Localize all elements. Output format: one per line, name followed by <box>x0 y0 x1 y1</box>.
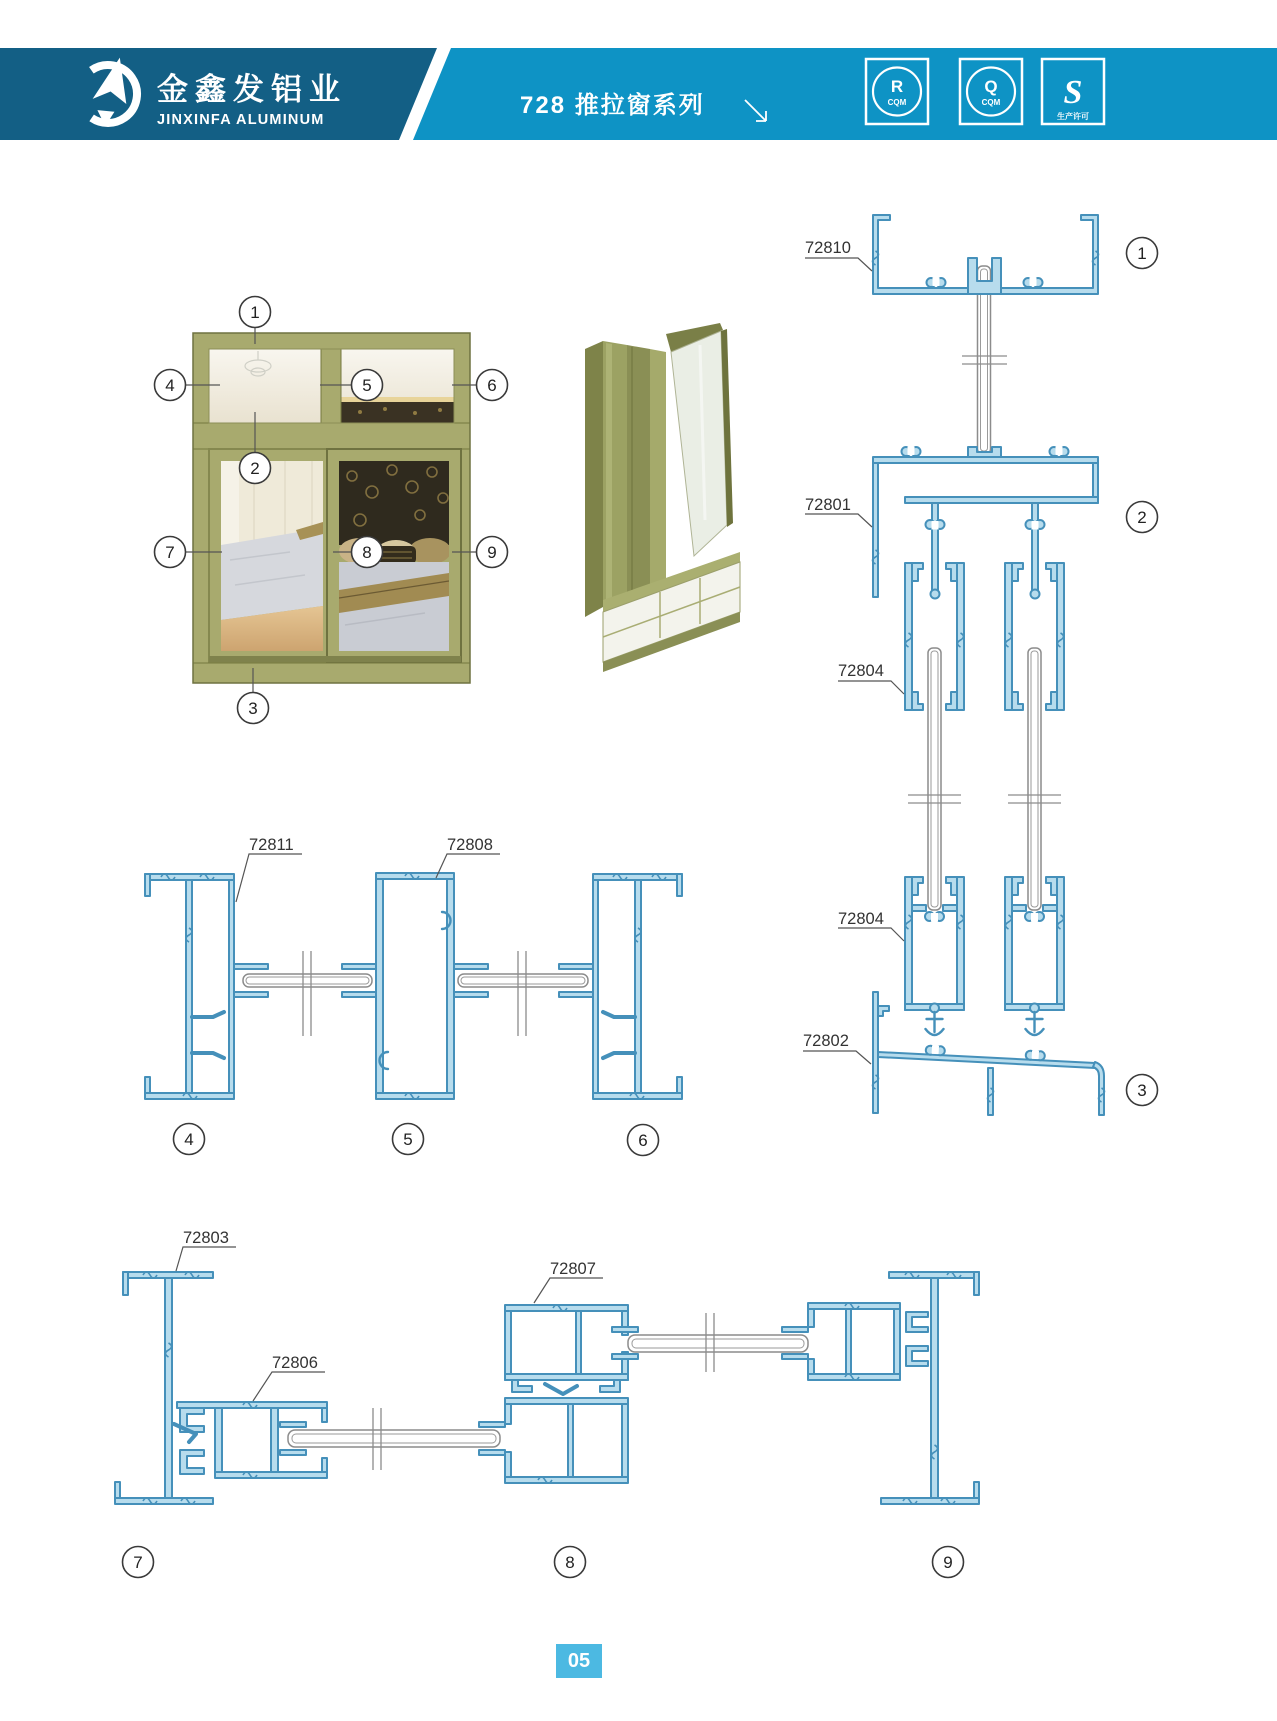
left-sash-glass <box>221 461 323 651</box>
label-meeting-stile: 72808 <box>447 836 493 854</box>
glass-pane <box>243 974 372 987</box>
transom-mullion <box>321 349 341 423</box>
callout-7-section <box>123 1547 154 1578</box>
badge-caption: CQM <box>887 98 907 107</box>
callout-9-section <box>933 1547 964 1578</box>
series-title: 728 推拉窗系列 <box>520 92 705 119</box>
svg-text:6: 6 <box>487 376 497 395</box>
profile-interlock <box>505 1305 638 1483</box>
svg-text:2: 2 <box>1137 508 1147 527</box>
label-head-frame: 72810 <box>805 239 851 257</box>
company-name-cn: 金鑫发铝业 <box>157 72 347 107</box>
glass-pane <box>628 1335 808 1352</box>
callout-5-section <box>393 1124 424 1155</box>
horizontal-section-upper <box>145 836 682 1156</box>
svg-text:4: 4 <box>165 376 175 395</box>
header-banner <box>0 48 1277 140</box>
page-number-badge <box>556 1644 602 1678</box>
callout-4 <box>155 370 186 401</box>
svg-text:4: 4 <box>184 1130 194 1149</box>
callout-2-section <box>1127 502 1158 533</box>
callout-8 <box>352 537 383 568</box>
badge-letter: R <box>890 77 904 96</box>
part-labels-vertical-section <box>803 239 904 1064</box>
vertical-section-drawing <box>803 215 1158 1115</box>
company-name-en: JINXINFA ALUMINUM <box>157 112 325 128</box>
glass-pane <box>1028 648 1041 910</box>
label-sash-rail-lower: 72804 <box>838 910 884 928</box>
label-jamb-bottom: 72803 <box>183 1229 229 1247</box>
svg-text:7: 7 <box>165 543 175 562</box>
svg-text:2: 2 <box>250 459 260 478</box>
callout-9 <box>477 537 508 568</box>
label-jamb-mid: 72811 <box>249 836 294 854</box>
profile-head-frame <box>873 215 1099 294</box>
callout-6-section <box>628 1125 659 1156</box>
callout-7 <box>155 537 186 568</box>
callout-4-section <box>174 1124 205 1155</box>
mid-rail <box>193 423 470 449</box>
callout-3 <box>238 693 269 724</box>
svg-text:1: 1 <box>1137 244 1147 263</box>
corner-render-3d <box>585 323 740 672</box>
svg-text:9: 9 <box>487 543 497 562</box>
label-sill: 72802 <box>803 1032 849 1050</box>
bottom-rail <box>193 663 470 683</box>
glass-pane <box>928 648 941 910</box>
svg-text:5: 5 <box>362 376 372 395</box>
glass-pane <box>288 1430 500 1447</box>
glass-pane <box>458 974 588 987</box>
page-number: 05 <box>567 1650 591 1672</box>
callout-2 <box>240 453 271 484</box>
callout-6 <box>477 370 508 401</box>
svg-text:1: 1 <box>250 303 260 322</box>
label-interlock: 72807 <box>550 1260 596 1278</box>
svg-text:3: 3 <box>1137 1081 1147 1100</box>
svg-text:8: 8 <box>362 543 372 562</box>
callout-8-section <box>555 1547 586 1578</box>
svg-text:3: 3 <box>248 699 258 718</box>
label-transom: 72801 <box>805 496 851 514</box>
label-sash-rail-upper: 72804 <box>838 662 884 680</box>
label-sash-bottom: 72806 <box>272 1354 318 1372</box>
horizontal-section-lower <box>115 1229 979 1578</box>
svg-text:5: 5 <box>403 1130 413 1149</box>
svg-text:6: 6 <box>638 1131 648 1150</box>
badge-caption: 生产许可 <box>1057 112 1089 121</box>
svg-text:9: 9 <box>943 1553 953 1572</box>
callout-5 <box>352 370 383 401</box>
transom-pane-left <box>209 349 321 423</box>
svg-text:7: 7 <box>133 1553 143 1572</box>
svg-text:8: 8 <box>565 1553 575 1572</box>
badge-letter: Q <box>984 77 998 96</box>
callout-3-section <box>1127 1075 1158 1106</box>
badge-letter: S <box>1063 74 1083 111</box>
badge-caption: CQM <box>981 98 1001 107</box>
callout-1-section <box>1127 238 1158 269</box>
callout-1 <box>240 297 271 328</box>
